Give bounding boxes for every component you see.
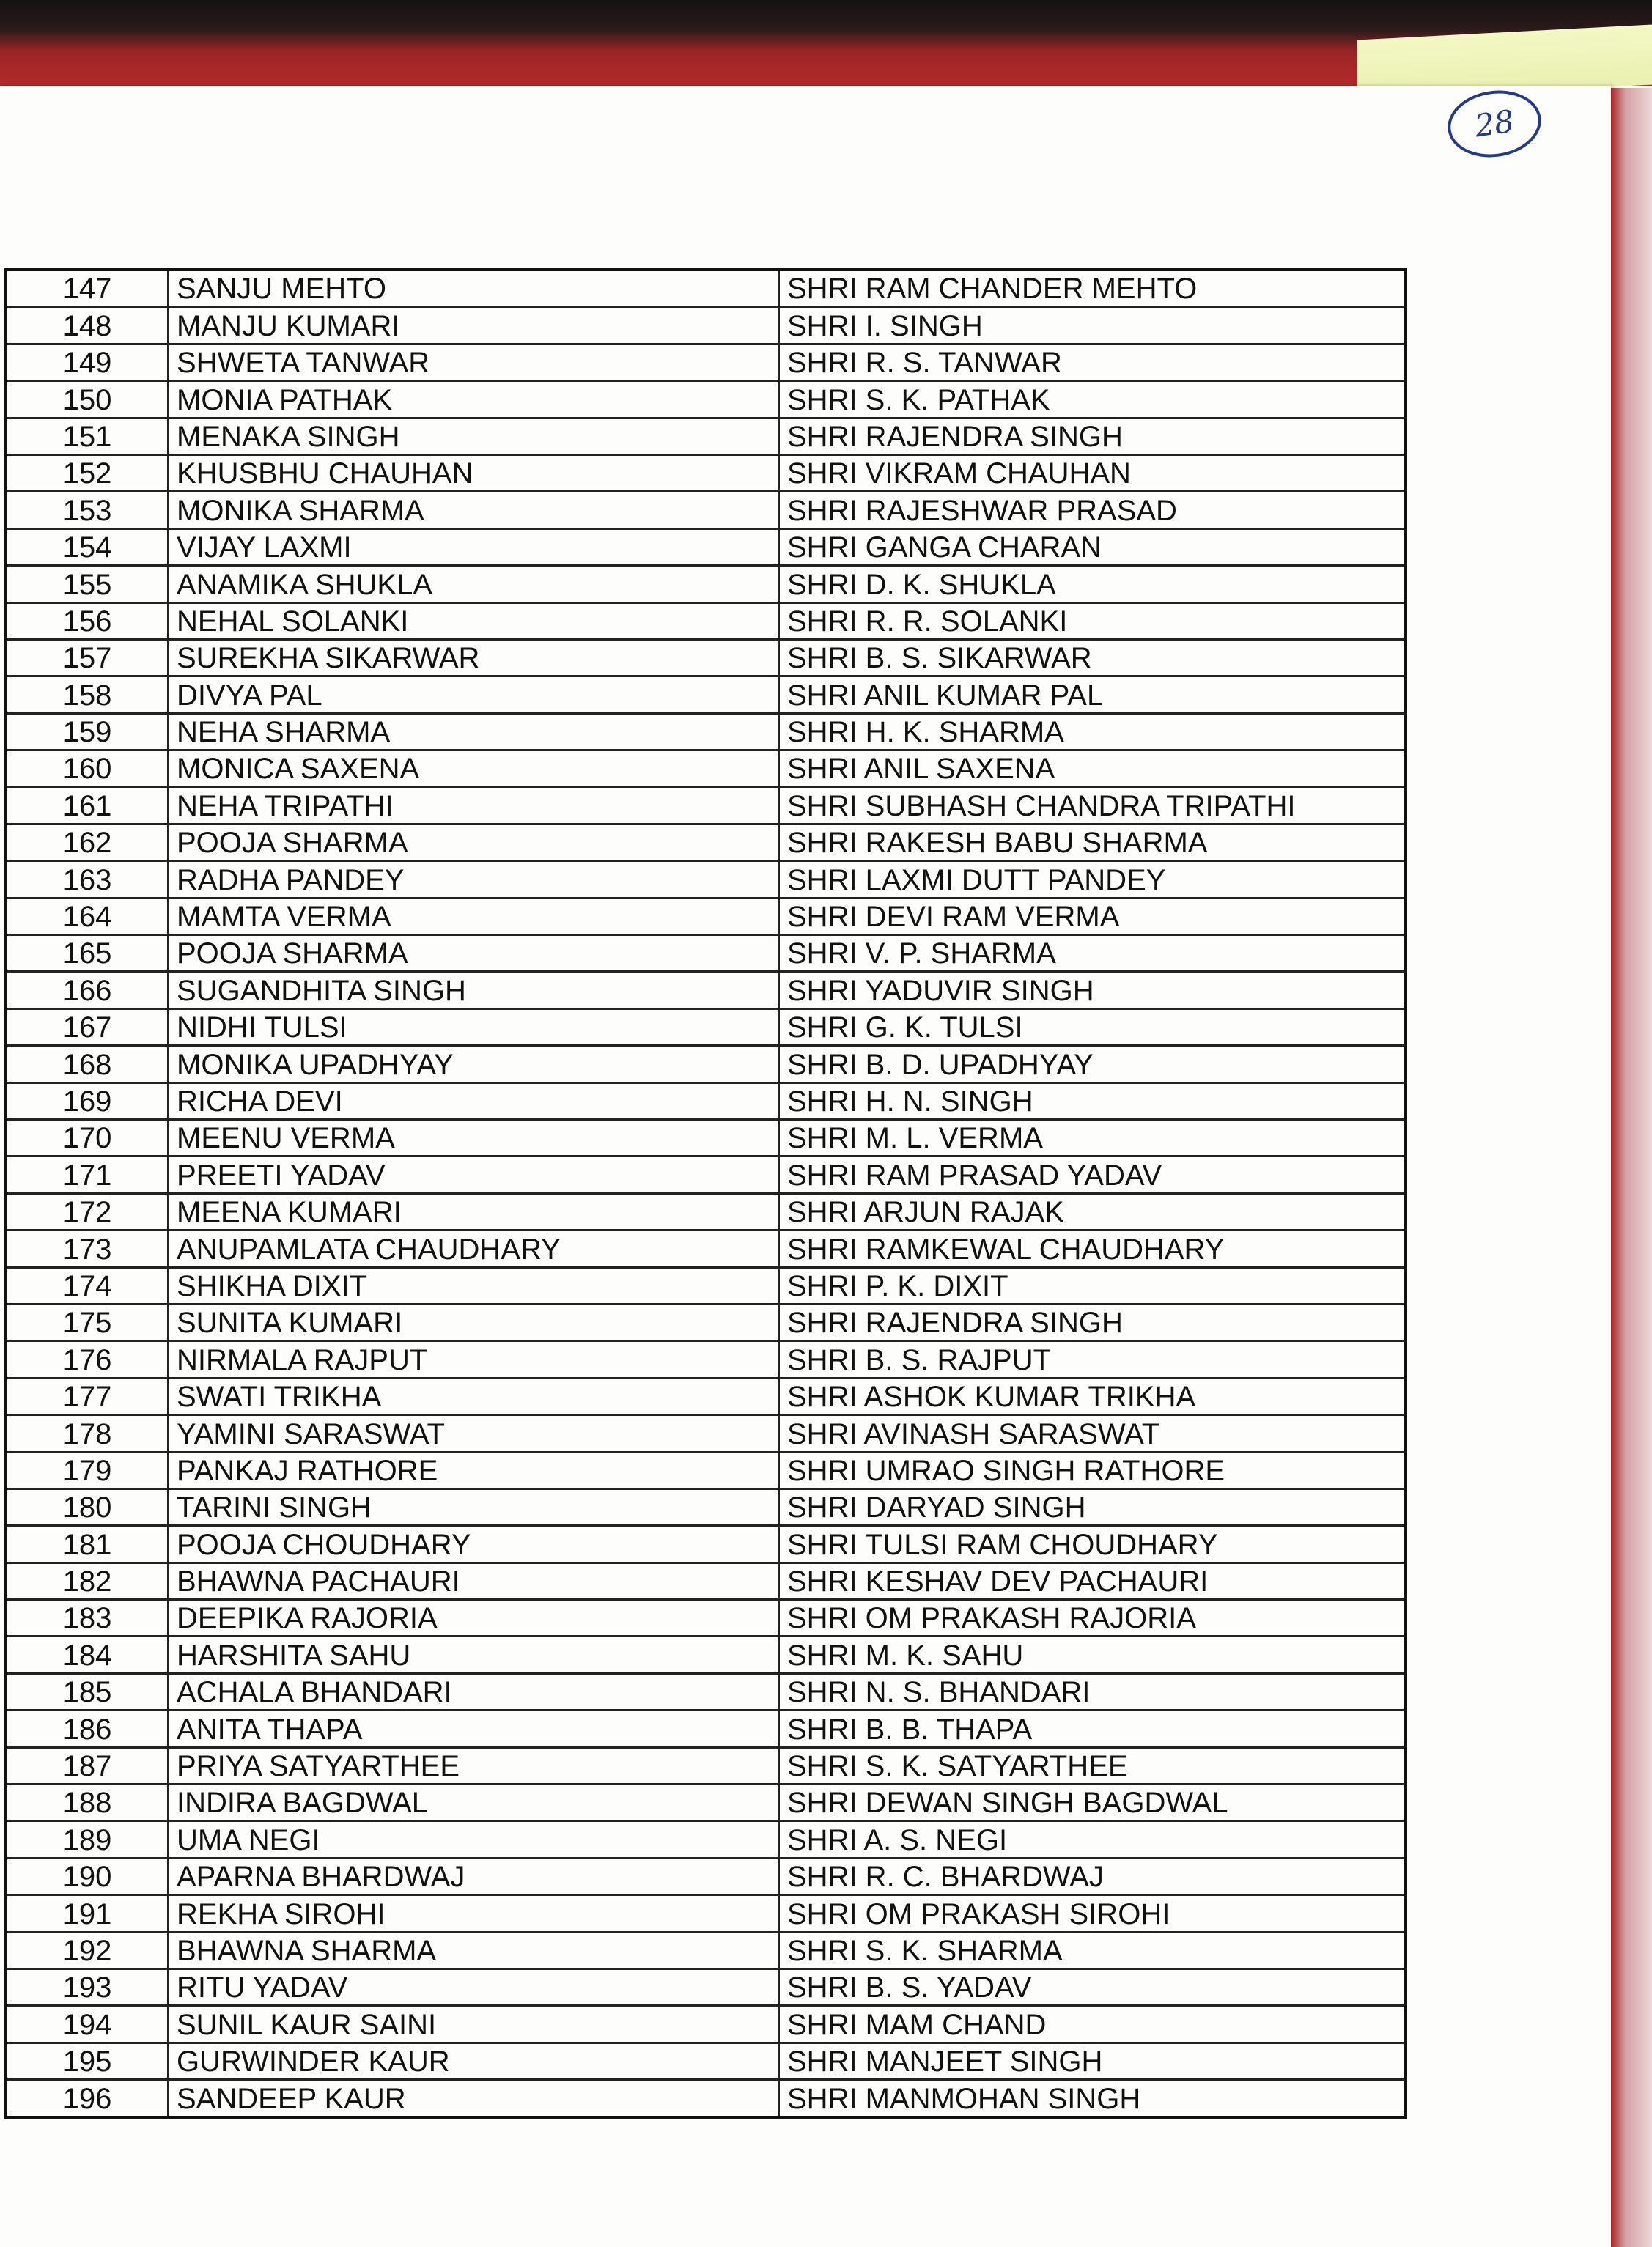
table-row: [6, 1008, 1406, 1045]
table-row: [6, 1415, 1406, 1452]
candidate-name-cell: ANITA THAPA: [169, 1711, 779, 1747]
serial-number-cell: 160: [6, 750, 169, 787]
candidate-name-cell: POOJA SHARMA: [169, 935, 779, 972]
father-name-cell: SHRI RAMKEWAL CHAUDHARY: [779, 1230, 1406, 1267]
roster-table: [4, 268, 1407, 2119]
table-row: [6, 1488, 1406, 1525]
serial-number-cell: 154: [6, 528, 169, 565]
candidate-name-cell: POOJA CHOUDHARY: [169, 1526, 779, 1562]
father-name-cell: SHRI LAXMI DUTT PANDEY: [779, 861, 1406, 898]
candidate-name-cell: DEEPIKA RAJORIA: [169, 1600, 779, 1637]
table-row: [6, 602, 1406, 639]
table-row: [6, 2080, 1406, 2117]
serial-number-cell: 190: [6, 1858, 169, 1894]
scan-right-edge: [1611, 88, 1652, 2247]
table-row: [6, 492, 1406, 528]
table-row: [6, 344, 1406, 380]
candidate-name-cell: PREETI YADAV: [169, 1156, 779, 1193]
candidate-name-cell: SUGANDHITA SINGH: [169, 972, 779, 1008]
candidate-name-cell: ANAMIKA SHUKLA: [169, 566, 779, 602]
table-row: [6, 1119, 1406, 1156]
father-name-cell: SHRI S. K. SATYARTHEE: [779, 1747, 1406, 1784]
serial-number-cell: 195: [6, 2043, 169, 2079]
father-name-cell: SHRI S. K. SHARMA: [779, 1932, 1406, 1969]
candidate-name-cell: TARINI SINGH: [169, 1488, 779, 1525]
father-name-cell: SHRI B. B. THAPA: [779, 1711, 1406, 1747]
father-name-cell: SHRI R. S. TANWAR: [779, 344, 1406, 380]
serial-number-cell: 182: [6, 1562, 169, 1599]
table-row: [6, 2006, 1406, 2043]
candidate-name-cell: SANDEEP KAUR: [169, 2080, 779, 2117]
table-row: [6, 1156, 1406, 1193]
table-row: [6, 1193, 1406, 1230]
candidate-name-cell: KHUSBHU CHAUHAN: [169, 454, 779, 491]
table-row: [6, 1600, 1406, 1637]
father-name-cell: SHRI OM PRAKASH RAJORIA: [779, 1600, 1406, 1637]
table-row: [6, 418, 1406, 454]
serial-number-cell: 181: [6, 1526, 169, 1562]
serial-number-cell: 159: [6, 713, 169, 750]
father-name-cell: SHRI H. N. SINGH: [779, 1082, 1406, 1119]
candidate-name-cell: RICHA DEVI: [169, 1082, 779, 1119]
serial-number-cell: 178: [6, 1415, 169, 1452]
serial-number-cell: 193: [6, 1969, 169, 2005]
father-name-cell: SHRI I. SINGH: [779, 307, 1406, 344]
father-name-cell: SHRI AVINASH SARASWAT: [779, 1415, 1406, 1452]
serial-number-cell: 164: [6, 898, 169, 934]
candidate-name-cell: NIDHI TULSI: [169, 1008, 779, 1045]
table-row: [6, 270, 1406, 307]
father-name-cell: SHRI RAJENDRA SINGH: [779, 1304, 1406, 1340]
table-row: [6, 676, 1406, 713]
table-row: [6, 861, 1406, 898]
candidate-name-cell: SUREKHA SIKARWAR: [169, 639, 779, 676]
candidate-name-cell: MONICA SAXENA: [169, 750, 779, 787]
serial-number-cell: 162: [6, 824, 169, 860]
candidate-name-cell: SANJU MEHTO: [169, 270, 779, 307]
candidate-name-cell: DIVYA PAL: [169, 676, 779, 713]
table-row: [6, 1895, 1406, 1932]
serial-number-cell: 171: [6, 1156, 169, 1193]
serial-number-cell: 163: [6, 861, 169, 898]
father-name-cell: SHRI YADUVIR SINGH: [779, 972, 1406, 1008]
father-name-cell: SHRI ANIL KUMAR PAL: [779, 676, 1406, 713]
candidate-name-cell: NEHA TRIPATHI: [169, 787, 779, 824]
candidate-name-cell: YAMINI SARASWAT: [169, 1415, 779, 1452]
table-row: [6, 1046, 1406, 1082]
father-name-cell: SHRI MANMOHAN SINGH: [779, 2080, 1406, 2117]
serial-number-cell: 156: [6, 602, 169, 639]
serial-number-cell: 165: [6, 935, 169, 972]
table-row: [6, 1969, 1406, 2005]
candidate-name-cell: MANJU KUMARI: [169, 307, 779, 344]
father-name-cell: SHRI B. S. SIKARWAR: [779, 639, 1406, 676]
father-name-cell: SHRI M. K. SAHU: [779, 1637, 1406, 1673]
serial-number-cell: 196: [6, 2080, 169, 2117]
table-row: [6, 750, 1406, 787]
serial-number-cell: 157: [6, 639, 169, 676]
serial-number-cell: 155: [6, 566, 169, 602]
serial-number-cell: 184: [6, 1637, 169, 1673]
father-name-cell: SHRI DEWAN SINGH BAGDWAL: [779, 1785, 1406, 1821]
father-name-cell: SHRI R. C. BHARDWAJ: [779, 1858, 1406, 1894]
serial-number-cell: 177: [6, 1378, 169, 1414]
serial-number-cell: 176: [6, 1341, 169, 1378]
candidate-name-cell: MEENA KUMARI: [169, 1193, 779, 1230]
candidate-name-cell: ACHALA BHANDARI: [169, 1673, 779, 1710]
serial-number-cell: 167: [6, 1008, 169, 1045]
serial-number-cell: 161: [6, 787, 169, 824]
table-row: [6, 1562, 1406, 1599]
candidate-name-cell: ANUPAMLATA CHAUDHARY: [169, 1230, 779, 1267]
candidate-name-cell: SUNIL KAUR SAINI: [169, 2006, 779, 2043]
table-row: [6, 787, 1406, 824]
father-name-cell: SHRI N. S. BHANDARI: [779, 1673, 1406, 1710]
father-name-cell: SHRI OM PRAKASH SIROHI: [779, 1895, 1406, 1932]
serial-number-cell: 169: [6, 1082, 169, 1119]
table-row: [6, 1858, 1406, 1894]
serial-number-cell: 186: [6, 1711, 169, 1747]
father-name-cell: SHRI DARYAD SINGH: [779, 1488, 1406, 1525]
candidate-name-cell: MAMTA VERMA: [169, 898, 779, 934]
father-name-cell: SHRI UMRAO SINGH RATHORE: [779, 1452, 1406, 1488]
table-row: [6, 1304, 1406, 1340]
table-row: [6, 1230, 1406, 1267]
table-row: [6, 1267, 1406, 1304]
father-name-cell: SHRI ASHOK KUMAR TRIKHA: [779, 1378, 1406, 1414]
table-row: [6, 1932, 1406, 1969]
serial-number-cell: 192: [6, 1932, 169, 1969]
table-row: [6, 713, 1406, 750]
candidate-name-cell: SHIKHA DIXIT: [169, 1267, 779, 1304]
father-name-cell: SHRI R. R. SOLANKI: [779, 602, 1406, 639]
serial-number-cell: 168: [6, 1046, 169, 1082]
table-row: [6, 824, 1406, 860]
candidate-name-cell: SUNITA KUMARI: [169, 1304, 779, 1340]
father-name-cell: SHRI B. D. UPADHYAY: [779, 1046, 1406, 1082]
father-name-cell: SHRI DEVI RAM VERMA: [779, 898, 1406, 934]
father-name-cell: SHRI D. K. SHUKLA: [779, 566, 1406, 602]
candidate-name-cell: HARSHITA SAHU: [169, 1637, 779, 1673]
candidate-name-cell: SHWETA TANWAR: [169, 344, 779, 380]
table-row: [6, 528, 1406, 565]
candidate-name-cell: VIJAY LAXMI: [169, 528, 779, 565]
father-name-cell: SHRI H. K. SHARMA: [779, 713, 1406, 750]
candidate-name-cell: SWATI TRIKHA: [169, 1378, 779, 1414]
candidate-name-cell: NEHAL SOLANKI: [169, 602, 779, 639]
candidate-name-cell: NIRMALA RAJPUT: [169, 1341, 779, 1378]
serial-number-cell: 147: [6, 270, 169, 307]
table-row: [6, 381, 1406, 418]
candidate-name-cell: BHAWNA PACHAURI: [169, 1562, 779, 1599]
handwritten-page-number: 28: [1443, 85, 1545, 163]
serial-number-cell: 150: [6, 381, 169, 418]
candidate-name-cell: MEENU VERMA: [169, 1119, 779, 1156]
candidate-name-cell: MONIA PATHAK: [169, 381, 779, 418]
father-name-cell: SHRI SUBHASH CHANDRA TRIPATHI: [779, 787, 1406, 824]
table-row: [6, 1821, 1406, 1858]
father-name-cell: SHRI P. K. DIXIT: [779, 1267, 1406, 1304]
father-name-cell: SHRI RAM PRASAD YADAV: [779, 1156, 1406, 1193]
serial-number-cell: 180: [6, 1488, 169, 1525]
table-row: [6, 1637, 1406, 1673]
serial-number-cell: 149: [6, 344, 169, 380]
table-row: [6, 1711, 1406, 1747]
table-row: [6, 1378, 1406, 1414]
table-row: [6, 566, 1406, 602]
serial-number-cell: 183: [6, 1600, 169, 1637]
father-name-cell: SHRI ARJUN RAJAK: [779, 1193, 1406, 1230]
serial-number-cell: 151: [6, 418, 169, 454]
father-name-cell: SHRI GANGA CHARAN: [779, 528, 1406, 565]
serial-number-cell: 174: [6, 1267, 169, 1304]
serial-number-cell: 153: [6, 492, 169, 528]
candidate-name-cell: INDIRA BAGDWAL: [169, 1785, 779, 1821]
candidate-name-cell: POOJA SHARMA: [169, 824, 779, 860]
candidate-name-cell: REKHA SIROHI: [169, 1895, 779, 1932]
father-name-cell: SHRI G. K. TULSI: [779, 1008, 1406, 1045]
table-row: [6, 1747, 1406, 1784]
father-name-cell: SHRI TULSI RAM CHOUDHARY: [779, 1526, 1406, 1562]
father-name-cell: SHRI S. K. PATHAK: [779, 381, 1406, 418]
table-row: [6, 1341, 1406, 1378]
serial-number-cell: 166: [6, 972, 169, 1008]
table-row: [6, 972, 1406, 1008]
father-name-cell: SHRI B. S. YADAV: [779, 1969, 1406, 2005]
serial-number-cell: 158: [6, 676, 169, 713]
table-row: [6, 1452, 1406, 1488]
serial-number-cell: 189: [6, 1821, 169, 1858]
table-row: [6, 2043, 1406, 2079]
father-name-cell: SHRI V. P. SHARMA: [779, 935, 1406, 972]
father-name-cell: SHRI RAKESH BABU SHARMA: [779, 824, 1406, 860]
table-row: [6, 1082, 1406, 1119]
serial-number-cell: 173: [6, 1230, 169, 1267]
candidate-name-cell: MENAKA SINGH: [169, 418, 779, 454]
candidate-name-cell: APARNA BHARDWAJ: [169, 1858, 779, 1894]
table-row: [6, 454, 1406, 491]
candidate-name-cell: MONIKA UPADHYAY: [169, 1046, 779, 1082]
serial-number-cell: 175: [6, 1304, 169, 1340]
table-row: [6, 1526, 1406, 1562]
candidate-name-cell: BHAWNA SHARMA: [169, 1932, 779, 1969]
father-name-cell: SHRI B. S. RAJPUT: [779, 1341, 1406, 1378]
candidate-name-cell: UMA NEGI: [169, 1821, 779, 1858]
father-name-cell: SHRI MAM CHAND: [779, 2006, 1406, 2043]
candidate-name-cell: PRIYA SATYARTHEE: [169, 1747, 779, 1784]
serial-number-cell: 170: [6, 1119, 169, 1156]
father-name-cell: SHRI MANJEET SINGH: [779, 2043, 1406, 2079]
serial-number-cell: 152: [6, 454, 169, 491]
serial-number-cell: 172: [6, 1193, 169, 1230]
serial-number-cell: 148: [6, 307, 169, 344]
father-name-cell: SHRI RAJENDRA SINGH: [779, 418, 1406, 454]
table-row: [6, 898, 1406, 934]
serial-number-cell: 185: [6, 1673, 169, 1710]
candidate-name-cell: RADHA PANDEY: [169, 861, 779, 898]
father-name-cell: SHRI ANIL SAXENA: [779, 750, 1406, 787]
table-row: [6, 935, 1406, 972]
table-row: [6, 307, 1406, 344]
father-name-cell: SHRI RAJESHWAR PRASAD: [779, 492, 1406, 528]
father-name-cell: SHRI RAM CHANDER MEHTO: [779, 270, 1406, 307]
candidate-name-cell: GURWINDER KAUR: [169, 2043, 779, 2079]
candidate-name-cell: RITU YADAV: [169, 1969, 779, 2005]
table-row: [6, 639, 1406, 676]
table-row: [6, 1785, 1406, 1821]
candidate-name-cell: PANKAJ RATHORE: [169, 1452, 779, 1488]
candidate-name-cell: MONIKA SHARMA: [169, 492, 779, 528]
serial-number-cell: 194: [6, 2006, 169, 2043]
table-row: [6, 1673, 1406, 1710]
father-name-cell: SHRI A. S. NEGI: [779, 1821, 1406, 1858]
roster-table-body: [6, 270, 1406, 2117]
candidate-name-cell: NEHA SHARMA: [169, 713, 779, 750]
serial-number-cell: 188: [6, 1785, 169, 1821]
serial-number-cell: 191: [6, 1895, 169, 1932]
serial-number-cell: 179: [6, 1452, 169, 1488]
father-name-cell: SHRI VIKRAM CHAUHAN: [779, 454, 1406, 491]
serial-number-cell: 187: [6, 1747, 169, 1784]
father-name-cell: SHRI M. L. VERMA: [779, 1119, 1406, 1156]
father-name-cell: SHRI KESHAV DEV PACHAURI: [779, 1562, 1406, 1599]
